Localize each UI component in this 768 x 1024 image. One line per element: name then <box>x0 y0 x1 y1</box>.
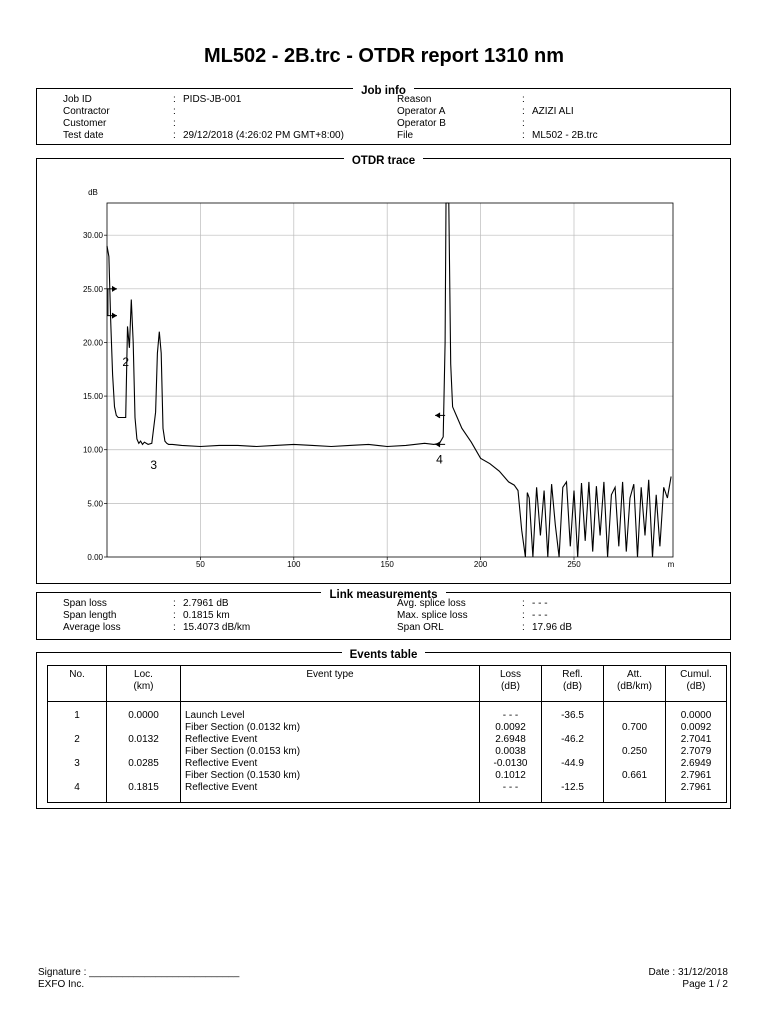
field-value: 0.1815 km <box>183 610 230 621</box>
col-loc: Loc. (km) <box>107 666 181 702</box>
field-value: 2.7961 dB <box>183 598 229 609</box>
field-colon: : <box>173 622 176 633</box>
cell-refl: -12.5 <box>542 782 604 794</box>
y-tick-label: 25.00 <box>82 284 103 294</box>
cell-loc <box>107 722 181 734</box>
field-label: Operator A <box>397 106 446 117</box>
field-colon: : <box>173 610 176 621</box>
cell-loss: 0.0092 <box>480 722 542 734</box>
cell-no: 4 <box>48 782 107 794</box>
cell-type: Launch Level <box>181 710 480 722</box>
x-tick-label: 100 <box>287 560 301 569</box>
field-label: Reason <box>397 94 432 105</box>
link-measurements-panel <box>36 589 731 640</box>
field-value: 17.96 dB <box>532 622 573 633</box>
link-measurements-heading: Link measurements <box>321 589 445 601</box>
cell-loc: 0.0000 <box>107 710 181 722</box>
table-row <box>48 746 727 758</box>
event-label: 2 <box>122 355 130 370</box>
cell-refl <box>542 746 604 758</box>
cell-cumul: 0.0092 <box>666 722 727 734</box>
field-colon: : <box>522 622 525 633</box>
job-info-panel <box>36 85 731 145</box>
y-tick-label: 10.00 <box>82 445 103 455</box>
cell-att: 0.661 <box>604 770 666 782</box>
field-value: 15.4073 dB/km <box>183 622 251 633</box>
cell-refl <box>542 770 604 782</box>
field-label: Operator B <box>397 118 446 129</box>
table-row <box>48 782 727 794</box>
cell-refl <box>542 722 604 734</box>
cell-cumul: 2.7961 <box>666 782 727 794</box>
field-colon: : <box>522 610 525 621</box>
cell-no: 2 <box>48 734 107 746</box>
y-tick-label: 15.00 <box>82 392 103 402</box>
cell-type: Fiber Section (0.0132 km) <box>181 722 480 734</box>
events-table-heading: Events table <box>342 649 426 661</box>
table-row <box>48 710 727 722</box>
cell-loss: 2.6948 <box>480 734 542 746</box>
events-header-row <box>48 666 727 702</box>
cell-type: Reflective Event <box>181 758 480 770</box>
field-label: Max. splice loss <box>397 610 468 621</box>
cell-no <box>48 746 107 758</box>
field-label: Job ID <box>63 94 92 105</box>
company-name: EXFO Inc. <box>38 979 85 990</box>
page-number: Page 1 / 2 <box>682 979 728 990</box>
events-table <box>47 665 727 803</box>
cell-refl: -36.5 <box>542 710 604 722</box>
field-value: ML502 - 2B.trc <box>532 130 598 141</box>
cell-cumul: 2.7079 <box>666 746 727 758</box>
cell-refl: -46.2 <box>542 734 604 746</box>
report-title: ML502 - 2B.trc - OTDR report 1310 nm <box>203 45 565 67</box>
otdr-trace-svg <box>37 159 730 583</box>
cell-att <box>604 782 666 794</box>
field-label: File <box>397 130 414 141</box>
cell-no: 1 <box>48 710 107 722</box>
report-date: Date : 31/12/2018 <box>648 967 728 978</box>
marker-b1-head <box>435 412 440 418</box>
cell-refl: -44.9 <box>542 758 604 770</box>
cell-loss: 0.1012 <box>480 770 542 782</box>
field-label: Test date <box>63 130 104 141</box>
col-loss: Loss (dB) <box>480 666 542 702</box>
table-row <box>48 770 727 782</box>
cell-loc: 0.1815 <box>107 782 181 794</box>
cell-cumul: 2.7961 <box>666 770 727 782</box>
events-table-panel <box>36 649 731 809</box>
signature-line: Signature : ___________________________ <box>38 967 240 978</box>
cell-type: Reflective Event <box>181 734 480 746</box>
otdr-trace-panel <box>36 155 731 584</box>
field-label: Contractor <box>63 106 110 117</box>
field-colon: : <box>173 598 176 609</box>
y-tick-label: 0.00 <box>87 553 103 562</box>
col-att: Att. (dB/km) <box>604 666 666 702</box>
marker-a2-head <box>112 313 117 319</box>
field-colon: : <box>173 118 176 129</box>
col-cumul: Cumul. (dB) <box>666 666 727 702</box>
cell-no <box>48 722 107 734</box>
y-tick-label: 5.00 <box>87 499 103 509</box>
marker-a1-head <box>112 286 117 292</box>
plot-frame <box>107 203 673 557</box>
otdr-chart <box>37 159 730 583</box>
trace-line <box>107 203 671 557</box>
cell-type: Fiber Section (0.1530 km) <box>181 770 480 782</box>
table-row <box>48 734 727 746</box>
col-refl: Refl. (dB) <box>542 666 604 702</box>
x-axis-unit: m <box>667 560 675 569</box>
cell-cumul: 2.6949 <box>666 758 727 770</box>
cell-att <box>604 710 666 722</box>
cell-loss: -0.0130 <box>480 758 542 770</box>
cell-loc <box>107 770 181 782</box>
field-value: PIDS-JB-001 <box>183 94 242 105</box>
x-tick-label: 250 <box>567 560 581 569</box>
field-colon: : <box>522 94 525 105</box>
cell-no: 3 <box>48 758 107 770</box>
event-label: 3 <box>150 458 158 473</box>
y-axis-unit: dB <box>88 188 98 197</box>
event-label: 4 <box>436 452 443 467</box>
cell-loss: - - - <box>480 710 542 722</box>
otdr-trace-heading: OTDR trace <box>344 155 423 167</box>
field-value: - - - <box>532 598 548 609</box>
cell-loc <box>107 746 181 758</box>
field-colon: : <box>173 130 176 141</box>
field-label: Average loss <box>63 622 121 633</box>
y-tick-label: 20.00 <box>82 338 103 348</box>
job-info-heading: Job info <box>353 85 414 97</box>
cell-att <box>604 734 666 746</box>
cell-loc: 0.0132 <box>107 734 181 746</box>
field-colon: : <box>173 106 176 117</box>
field-colon: : <box>522 118 525 129</box>
field-label: Customer <box>63 118 107 129</box>
field-label: Span ORL <box>397 622 444 633</box>
table-row <box>48 722 727 734</box>
cell-loc: 0.0285 <box>107 758 181 770</box>
field-colon: : <box>522 598 525 609</box>
col-event-type: Event type <box>181 666 480 702</box>
cell-att: 0.700 <box>604 722 666 734</box>
cell-no <box>48 770 107 782</box>
field-value: AZIZI ALI <box>532 106 574 117</box>
table-row <box>48 758 727 770</box>
cell-loss: 0.0038 <box>480 746 542 758</box>
field-value: - - - <box>532 610 548 621</box>
cell-att: 0.250 <box>604 746 666 758</box>
field-colon: : <box>522 106 525 117</box>
x-tick-label: 150 <box>380 560 394 569</box>
field-label: Span length <box>63 610 117 621</box>
col-no: No. <box>48 666 107 702</box>
cell-loss: - - - <box>480 782 542 794</box>
x-tick-label: 50 <box>195 560 205 569</box>
cell-cumul: 2.7041 <box>666 734 727 746</box>
field-label: Avg. splice loss <box>397 598 466 609</box>
x-tick-label: 200 <box>473 560 488 569</box>
marker-b2-head <box>435 441 440 447</box>
field-colon: : <box>522 130 525 141</box>
cell-type: Fiber Section (0.0153 km) <box>181 746 480 758</box>
y-tick-label: 30.00 <box>82 231 103 241</box>
cell-type: Reflective Event <box>181 782 480 794</box>
field-label: Span loss <box>63 598 107 609</box>
cell-att <box>604 758 666 770</box>
field-value: 29/12/2018 (4:26:02 PM GMT+8:00) <box>183 130 344 141</box>
cell-cumul: 0.0000 <box>666 710 727 722</box>
field-colon: : <box>173 94 176 105</box>
